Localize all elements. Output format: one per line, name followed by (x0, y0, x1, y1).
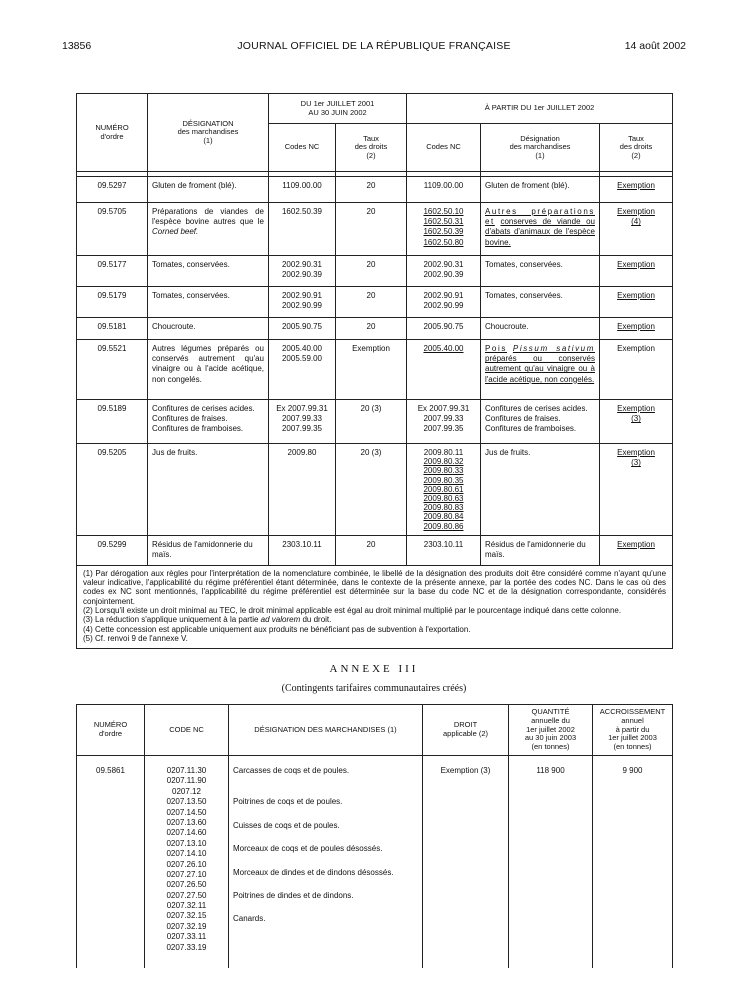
code-item: 2009.80.11 (423, 448, 464, 457)
row-designation: Tomates, conservées. (148, 287, 269, 318)
col-designation: DÉSIGNATION DES MARCHANDISES (1) (229, 705, 423, 756)
row-designation: Choucroute. (148, 318, 269, 340)
row-designation: Tomates, conservées. (148, 256, 269, 287)
row-taux2: Exemption (600, 177, 673, 203)
row-designation: Résidus de l'amidonnerie du maïs. (148, 535, 269, 565)
annex3-table (76, 704, 673, 968)
code-item: 2009.80.84 (423, 512, 464, 522)
row-taux2: Exemption (600, 287, 673, 318)
col-code-nc: CODE NC (145, 705, 229, 756)
table-row (77, 444, 673, 536)
row-taux: Exemption (336, 340, 407, 400)
code-item: 2009.80.32 (423, 457, 464, 467)
footnote-3-text: (3) La réduction s'applique uniquement à la partie (83, 615, 259, 625)
code-item: Ex 2007.99.31 (417, 404, 470, 413)
row-designation2: Résidus de l'amidonnerie du maïs. (481, 535, 600, 565)
row-numero: 09.5705 (77, 203, 148, 256)
row-codes2: 2005.90.75 (407, 318, 481, 340)
desig2-italic: Pissum sativum (512, 344, 595, 353)
row-codes: 2005.90.75 (269, 318, 336, 340)
col-quantite: QUANTITÉ annuelle du 1er juillet 2002 au 30 juin 2003 (en tonnes) (509, 705, 593, 756)
taux2-note: (3) (631, 458, 641, 468)
code-item: 2002.90.31 (423, 260, 464, 269)
row-taux: 20 (336, 287, 407, 318)
code-item: 1602.50.39 (423, 227, 464, 237)
journal-title: JOURNAL OFFICIEL DE LA RÉPUBLIQUE FRANÇAISE (237, 40, 511, 52)
row-designation2: Choucroute. (481, 318, 600, 340)
code-item: 2009.80.61 (423, 484, 464, 494)
code-item: 2009.80.33 (423, 466, 464, 476)
row-designation2 (481, 340, 600, 400)
footnote-3-tail: du droit. (302, 615, 332, 625)
row-designation2: Jus de fruits. (481, 444, 600, 536)
row-taux: 20 (336, 318, 407, 340)
row-taux2: Exemption (600, 535, 673, 565)
designation-item: Morceaux de coqs et de poules désossés. (233, 844, 383, 854)
taux2-value: Exemption (617, 404, 655, 413)
col-codes-nc-1: Codes NC (269, 124, 336, 172)
row-accroissement: 9 900 (593, 756, 673, 968)
row-taux: 20 (336, 256, 407, 287)
row-codes: 2009.80 (269, 444, 336, 536)
table-row (77, 340, 673, 400)
designation-item: Canards. (233, 914, 266, 924)
code-item: 2002.90.39 (423, 270, 464, 280)
row-taux2 (600, 203, 673, 256)
code-item: 2009.80.35 (423, 475, 464, 485)
row-taux2: Exemption (600, 256, 673, 287)
code-item: 2009.80.86 (423, 521, 464, 531)
row-designation (148, 203, 269, 256)
desig2-rest: conserves de viande ou d'abats d'animaux de l'espèce bovine. (485, 217, 595, 247)
footnote-2: (2) Lorsqu'il existe un droit minimal au TEC, le droit minimal applicable est égal au droit minimal multiplié par le pourcentage indiqué dans cette colonne. (83, 606, 622, 616)
designation-item: Poitrines de dindes et de dindons. (233, 890, 354, 900)
row-codes2: 2005.40.00 (407, 340, 481, 400)
row-designation2: Tomates, conservées. (481, 256, 600, 287)
code-item: 2009.80.63 (423, 493, 464, 503)
desig2-rest: préparés ou conservés autrement qu'au vinaigre ou à l'acide acétique, non congelés. (485, 354, 595, 384)
row-codes: 0207.11.30 0207.11.90 0207.12 0207.13.50 0207.14.50 0207.13.60 0207.14.60 0207.13.10 0207.14.10 0207.26.10 0207.27.10 0207.26.50 0207.27.50 0207.32.11 0207.32.15 0207.32.19 0207.33.11 0207.33.19 (145, 756, 229, 968)
row-numero: 09.5181 (77, 318, 148, 340)
row-codes2 (407, 256, 481, 287)
row-designation: Confitures de cerises acides. Confitures de fraises. Confitures de framboises. (148, 400, 269, 444)
row-taux2: Exemption (600, 340, 673, 400)
row-numero: 09.5297 (77, 177, 148, 203)
row-numero: 09.5205 (77, 444, 148, 536)
col-numero: NUMÉRO d'ordre (77, 94, 148, 172)
annex3-title: ANNEXE III (329, 663, 419, 675)
publication-date: 14 août 2002 (624, 40, 686, 52)
col-numero: NUMÉRO d'ordre (77, 705, 145, 756)
row-numero: 09.5299 (77, 535, 148, 565)
code-item: 2002.90.91 (423, 291, 464, 300)
col-accroissement: ACCROISSEMENT annuel à partir du 1er juillet 2003 (en tonnes) (593, 705, 673, 756)
row-codes2 (407, 400, 481, 444)
col-droit: DROIT applicable (2) (423, 705, 509, 756)
footnote-5: (5) Cf. renvoi 9 de l'annexe V. (83, 634, 188, 644)
row-designation: Gluten de froment (blé). (148, 177, 269, 203)
designation-item: Morceaux de dindes et de dindons désossés. (233, 867, 394, 877)
desig-italic: Corned beef. (152, 227, 199, 237)
taux2-value: Exemption (617, 207, 655, 216)
row-designation2 (481, 203, 600, 256)
col-designation-2: Désignation des marchandises (1) (481, 124, 600, 172)
row-droit: Exemption (3) (423, 756, 509, 968)
row-designation2: Gluten de froment (blé). (481, 177, 600, 203)
page-number: 13856 (62, 40, 92, 52)
row-codes2 (407, 444, 481, 536)
row-taux2: Exemption (600, 318, 673, 340)
table-row (77, 318, 673, 340)
footnotes (77, 565, 673, 648)
row-codes2 (407, 287, 481, 318)
code-item: 1602.50.10 (423, 207, 464, 216)
row-taux: 20 (3) (336, 400, 407, 444)
code-item: 2009.80.83 (423, 503, 464, 513)
table-row (77, 535, 673, 565)
row-codes: 2005.40.00 2005.59.00 (269, 340, 336, 400)
footnote-3 (83, 615, 666, 624)
row-designation: Autres légumes préparés ou conservés autrement qu'au vinaigre ou à l'acide acétique, non congelés. (148, 340, 269, 400)
taux2-note: (3) (631, 414, 641, 424)
desig2-lead: Autres préparations et (485, 207, 595, 227)
col-designation: DÉSIGNATION des marchandises (1) (148, 94, 269, 172)
table-row (77, 287, 673, 318)
row-quantite: 118 900 (509, 756, 593, 968)
row-codes: 2002.90.31 2002.90.39 (269, 256, 336, 287)
table-row (77, 203, 673, 256)
code-item: 1602.50.80 (423, 237, 464, 247)
col-taux-1: Taux des droits (2) (336, 124, 407, 172)
code-item: 1602.50.31 (423, 217, 464, 227)
notes-row (77, 565, 673, 648)
row-codes2: 2303.10.11 (407, 535, 481, 565)
code-item: 2002.90.99 (423, 301, 464, 311)
col-period2: À PARTIR DU 1er JUILLET 2002 (407, 94, 673, 124)
footnote-3-italic: ad valorem (260, 615, 301, 625)
table-row (77, 400, 673, 444)
row-numero: 09.5861 (77, 756, 145, 968)
row-codes: 2303.10.11 (269, 535, 336, 565)
desig-text: Préparations de viandes de l'espèce bovine autres que le (152, 207, 264, 227)
code-item: 2007.99.35 (423, 424, 464, 434)
row-codes2 (407, 203, 481, 256)
row-codes: 2002.90.91 2002.90.99 (269, 287, 336, 318)
taux2-value: Exemption (617, 448, 655, 457)
footnote-1: (1) Par dérogation aux règles pour l'interprétation de la nomenclature combinée, le libellé de la désignation des produits doit être considéré comme n'ayant qu'une valeur indicative, l'applicabilité du régime préférentiel étant déterminée, dans le contexte de la présente annexe, par la portée des codes NC. Dans le cas où des codes ex NC sont mentionnés, l'applicabilité du régime préférentiel est déterminée sur la base du code NC et de la désignation correspondante, considérés conjointement. (83, 568, 667, 606)
row-taux: 20 (336, 535, 407, 565)
col-period1: DU 1er JUILLET 2001 AU 30 JUIN 2002 (269, 94, 407, 124)
row-codes2: 1109.00.00 (407, 177, 481, 203)
annex2-table (76, 93, 673, 649)
row-numero: 09.5521 (77, 340, 148, 400)
taux2-note: (4) (631, 217, 641, 227)
desig2-lead: Pois (485, 344, 507, 353)
annex3-subtitle: (Contingents tarifaires communautaires créés) (281, 683, 467, 694)
designation-item: Poitrines de coqs et de poules. (233, 797, 343, 807)
row-numero: 09.5189 (77, 400, 148, 444)
code-item: 2007.99.33 (423, 414, 464, 424)
row-taux: 20 (3) (336, 444, 407, 536)
row-codes: 1109.00.00 (269, 177, 336, 203)
row-taux: 20 (336, 203, 407, 256)
col-taux-2: Taux des droits (2) (600, 124, 673, 172)
row-designation2: Confitures de cerises acides. Confitures de fraises. Confitures de framboises. (481, 400, 600, 444)
designation-item: Carcasses de coqs et de poules. (233, 766, 350, 775)
row-designation: Jus de fruits. (148, 444, 269, 536)
row-taux2 (600, 444, 673, 536)
row-codes: 1602.50.39 (269, 203, 336, 256)
row-designations (229, 756, 423, 968)
row-taux: 20 (336, 177, 407, 203)
table-row (77, 177, 673, 203)
footnote-4: (4) Cette concession est applicable uniquement aux produits ne bénéficiant pas de subvention à l'exportation. (83, 624, 471, 634)
row-designation2: Tomates, conservées. (481, 287, 600, 318)
row-taux2 (600, 400, 673, 444)
row-numero: 09.5177 (77, 256, 148, 287)
row-numero: 09.5179 (77, 287, 148, 318)
table-row (77, 756, 673, 968)
row-codes: Ex 2007.99.31 2007.99.33 2007.99.35 (269, 400, 336, 444)
table-row (77, 256, 673, 287)
designation-item: Cuisses de coqs et de poules. (233, 820, 340, 830)
col-codes-nc-2: Codes NC (407, 124, 481, 172)
